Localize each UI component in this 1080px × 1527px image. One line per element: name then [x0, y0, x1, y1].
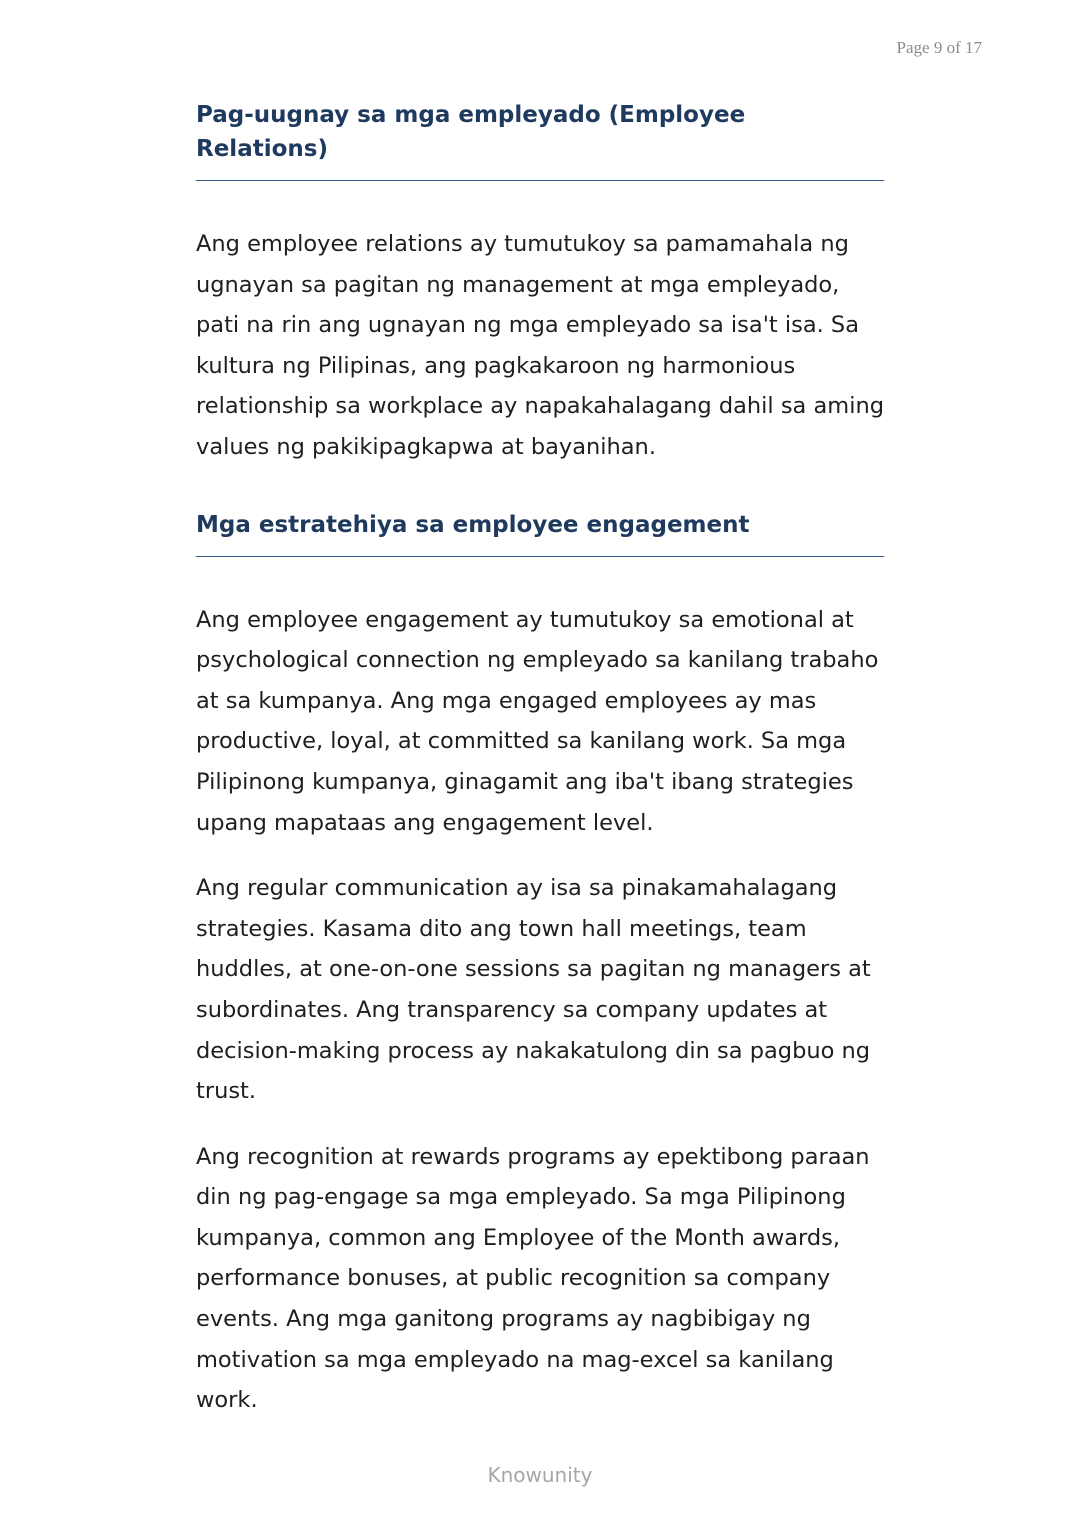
engagement-paragraph-communication: Ang regular communication ay isa sa pinakamahalagang strategies. Kasama dito ang town hall meetings, team huddles, at one-on-one sessions sa pagitan ng managers at subordinates. Ang transparency sa company updates at decision-making process ay nakakatulong din sa pagbuo ng trust.	[196, 875, 871, 1105]
engagement-paragraph-intro: Ang employee engagement ay tumutukoy sa emotional at psychological connection ng empleyado sa kanilang trabaho at sa kumpanya. Ang mga engaged employees ay mas productive, loyal, at committed sa kanilang work. Sa mga Pilipinong kumpanya, ginagamit ang iba't ibang strategies upang mapataas ang engagement level.	[196, 606, 879, 836]
footer-brand: Knowunity	[487, 1463, 593, 1487]
section-heading-employee-engagement: Mga estratehiya sa employee engagement	[196, 508, 884, 557]
engagement-paragraph-recognition: Ang recognition at rewards programs ay epektibong paraan din ng pag-engage sa mga empleyado. Sa mga Pilipinong kumpanya, common ang Employee of the Month awards, performance bonuses, at public recognition sa company events. Ang mga ganitong programs ay nagbibigay ng motivation sa mga empleyado na mag-excel sa kanilang work.	[196, 1143, 870, 1414]
employee-relations-paragraph: Ang employee relations ay tumutukoy sa pamamahala ng ugnayan sa pagitan ng management at mga empleyado, pati na rin ang ugnayan ng mga empleyado sa isa't isa. Sa kultura ng Pilipinas, ang pagkakaroon ng harmonious relationship sa workplace ay napakahalagang dahil sa aming values ng pakikipagkapwa at bayanihan.	[196, 231, 884, 460]
section-heading-employee-relations: Pag-uugnay sa mga empleyado (Employee Relations)	[196, 98, 884, 181]
document-body	[196, 98, 884, 1421]
page-number: Page 9 of 17	[896, 38, 982, 57]
